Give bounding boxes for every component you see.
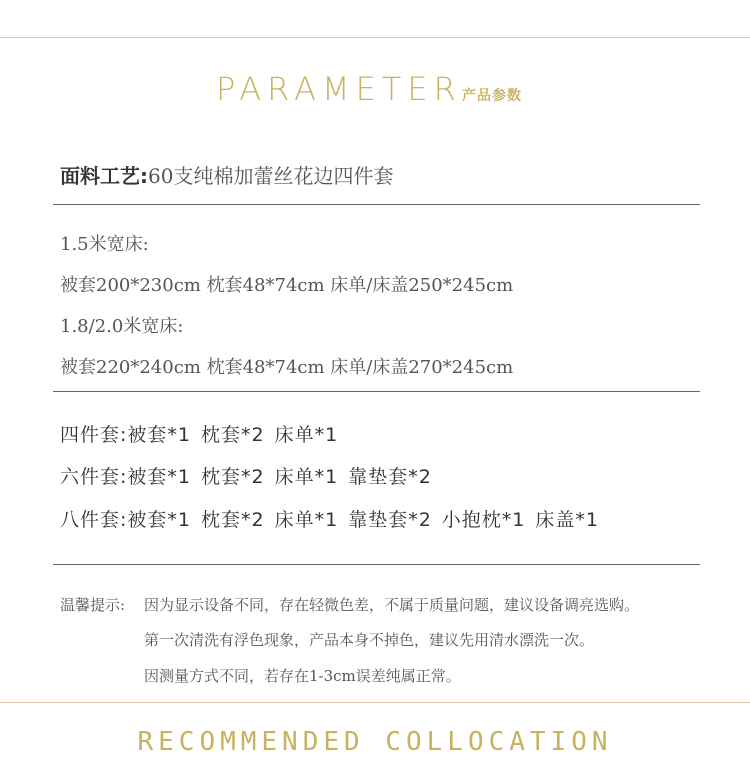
set-item: 靠垫套*2 <box>348 509 432 531</box>
set-item: 被套*1 <box>127 466 191 488</box>
set-label: 四件套: <box>60 424 128 446</box>
divider-1 <box>53 204 700 205</box>
top-rule <box>0 37 750 38</box>
section-title: PARAMETER <box>216 70 462 108</box>
set-item: 床盖*1 <box>535 509 599 531</box>
set-label: 八件套: <box>60 509 128 531</box>
bottom-rule <box>0 702 750 703</box>
fabric-row <box>60 160 393 189</box>
set-row <box>60 462 442 489</box>
size2-label: 1.8/2.0米宽床: <box>60 316 184 337</box>
tips-line-2: 第一次清洗有浮色现象，产品本身不掉色，建议先用清水漂洗一次。 <box>144 631 595 649</box>
set-label: 六件套: <box>60 466 128 488</box>
set-item: 枕套*2 <box>201 509 265 531</box>
size1-detail: 被套200*230cm 枕套48*74cm 床单/床盖250*245cm <box>60 275 514 296</box>
set-item: 床单*1 <box>274 466 339 488</box>
fabric-value: 60支纯棉加蕾丝花边四件套 <box>148 164 394 188</box>
tips-line-1: 因为显示设备不同，存在轻微色差，不属于质量问题，建议设备调亮选购。 <box>144 596 640 614</box>
set-item: 枕套*2 <box>201 466 265 488</box>
recommended-title: RECOMMENDED COLLOCATION <box>137 727 613 757</box>
set-item: 小抱枕*1 <box>441 509 526 531</box>
fabric-label: 面料工艺: <box>60 164 148 188</box>
set-item: 被套*1 <box>127 509 191 531</box>
size1-label: 1.5米宽床: <box>60 234 149 255</box>
set-item: 床单*1 <box>274 424 339 446</box>
size2-detail: 被套220*240cm 枕套48*74cm 床单/床盖270*245cm <box>60 357 514 378</box>
set-item: 靠垫套*2 <box>348 466 432 488</box>
divider-3 <box>53 564 700 565</box>
set-row <box>60 420 348 447</box>
section-subtitle: 产品参数 <box>462 88 522 104</box>
tips-label: 温馨提示: <box>60 596 126 614</box>
set-row <box>60 505 609 532</box>
set-item: 枕套*2 <box>201 424 265 446</box>
tips-line-3: 因测量方式不同，若存在1-3cm误差纯属正常。 <box>144 667 461 685</box>
divider-2 <box>53 391 700 392</box>
set-item: 床单*1 <box>274 509 339 531</box>
set-item: 被套*1 <box>127 424 191 446</box>
